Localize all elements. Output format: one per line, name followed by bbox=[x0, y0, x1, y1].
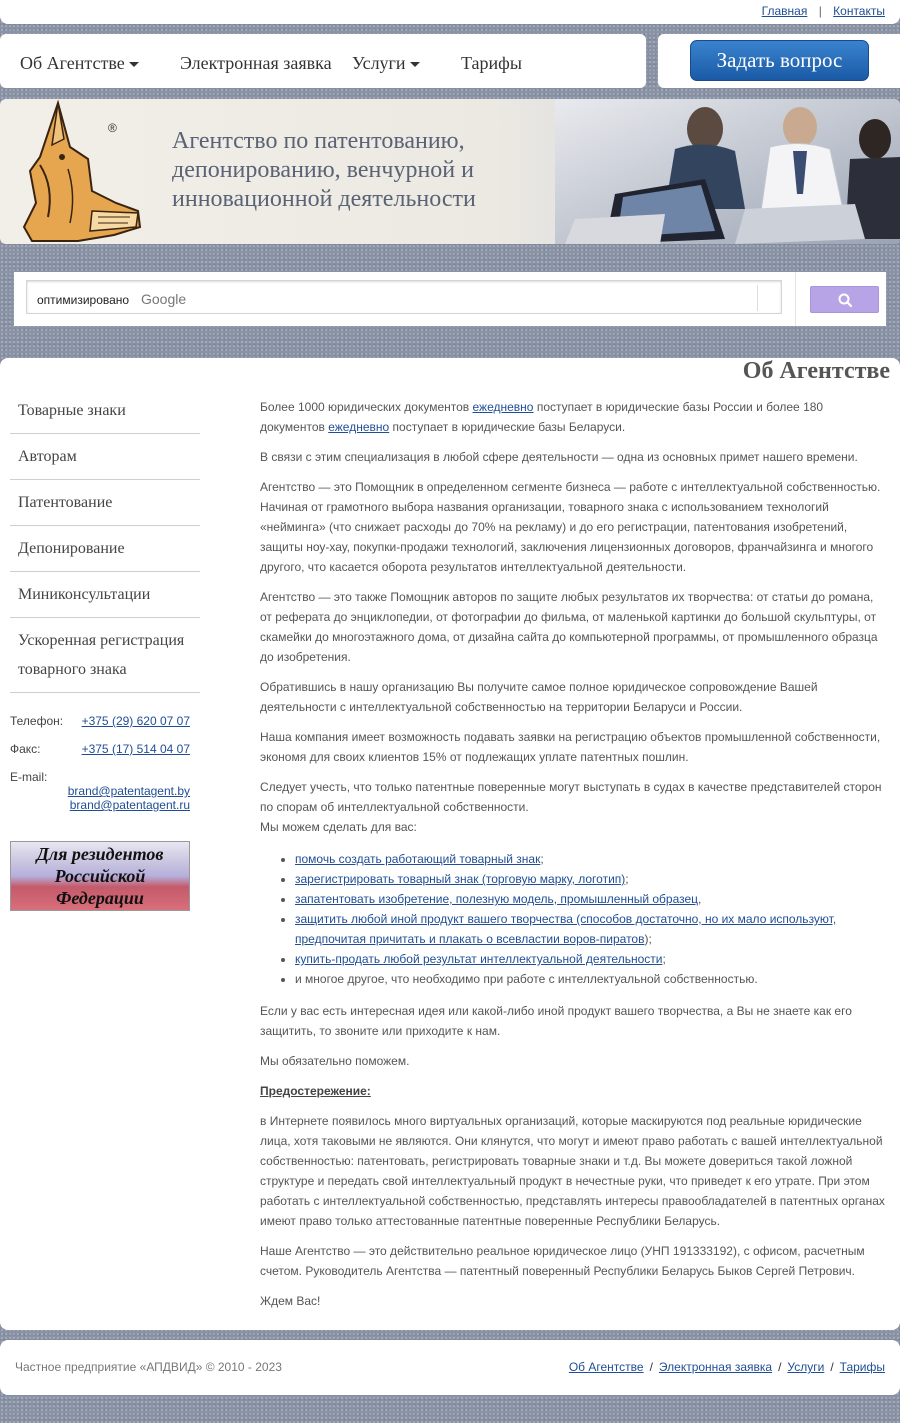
content-area bbox=[0, 358, 900, 1330]
sidebar-menu bbox=[10, 388, 200, 693]
phone-label: Телефон: bbox=[10, 714, 64, 728]
header-banner bbox=[0, 99, 900, 244]
article-paragraph: Следует учесть, что только патентные поверенные могут выступать в судах в качестве представителей сторон по спорам об интеллектуальной собственности. bbox=[260, 780, 882, 814]
article-paragraph: Более 1000 юридических документов ежедневно поступает в юридические базы России и более 180 документов ежедневно поступает в юридические базы Беларуси. bbox=[260, 400, 824, 434]
search-label: оптимизировано bbox=[37, 293, 130, 307]
chevron-down-icon bbox=[410, 62, 420, 67]
rf-banner-line3: Федерации bbox=[56, 888, 144, 908]
google-brand: Google bbox=[141, 291, 187, 307]
article-paragraph: Мы обязательно поможем. bbox=[260, 1054, 410, 1068]
search-panel bbox=[14, 272, 886, 326]
email-link-by[interactable]: brand@patentagent.by bbox=[67, 784, 190, 798]
service-link-patent[interactable]: запатентовать изобретение, полезную модель, промышленный образец bbox=[295, 892, 699, 906]
article-paragraph: Наше Агентство — это действительно реальное юридическое лицо (УНП 191333192), с офисом, расчетным счетом. Руководитель Агентства — патентный поверенный Республики Беларусь Быков Сергей Петрович. bbox=[260, 1244, 865, 1278]
nav-item-label: Об Агентстве bbox=[20, 53, 125, 73]
sidebar-item-deposit[interactable]: Депонирование bbox=[10, 526, 200, 572]
service-link-buy-sell[interactable]: купить-продать любой результат интеллектуальной деятельности bbox=[295, 952, 663, 966]
nav-item-about[interactable] bbox=[20, 53, 139, 74]
email-label: E-mail: bbox=[10, 770, 48, 784]
article-paragraph: Мы можем сделать для вас: bbox=[260, 820, 417, 834]
page-title: Об Агентстве bbox=[742, 358, 890, 384]
copyright: Частное предприятие «АПДВИД» © 2010 - 2023 bbox=[15, 1360, 282, 1374]
top-link-separator: | bbox=[818, 4, 822, 18]
top-link-contacts[interactable]: Контакты bbox=[833, 4, 885, 18]
office-people-photo bbox=[555, 99, 900, 244]
services-list bbox=[295, 849, 886, 989]
article-paragraph: Наша компания имеет возможность подавать заявки на регистрацию объектов промышленной собственности, экономя для своих клиентов 15% от подлежащих уплате патентных пошлин. bbox=[260, 730, 881, 764]
fax-link[interactable]: +375 (17) 514 04 07 bbox=[81, 742, 190, 756]
footer-link-about[interactable]: Об Агентстве bbox=[568, 1360, 644, 1374]
russia-residents-banner[interactable] bbox=[10, 841, 190, 911]
nav-item-label: Тарифы bbox=[461, 53, 522, 73]
article-paragraph: Обратившись в нашу организацию Вы получите самое полное юридическое сопровождение Вашей деятельности с интеллектуальной собственностью на территории Беларуси и России. bbox=[260, 680, 818, 714]
daily-link-1[interactable]: ежедневно bbox=[472, 400, 534, 414]
chevron-down-icon bbox=[129, 62, 139, 67]
registered-mark: ® bbox=[108, 121, 117, 135]
phone-link[interactable]: +375 (29) 620 07 07 bbox=[81, 714, 190, 728]
top-bar bbox=[0, 0, 900, 24]
nav-item-tariffs[interactable] bbox=[461, 53, 522, 74]
article-paragraph: Ждем Вас! bbox=[260, 1294, 321, 1308]
article-body bbox=[260, 397, 886, 1321]
list-item: • помочь создать работающий товарный знак; bbox=[295, 849, 886, 869]
nav-item-label: Электронная заявка bbox=[180, 53, 332, 73]
gnome-logo-icon[interactable] bbox=[18, 99, 143, 244]
article-paragraph: Агентство — это также Помощник авторов по защите любых результатов их творчества: от статьи до романа, от реферата до энциклопедии, от фотографии до фильма, от маленькой картинки до большой скульптуры, от скамейки до многоэтажного дома, от дизайна сайта до компьютерной программы, от промышленного образца до изобретения. bbox=[260, 590, 878, 664]
rf-banner-line2: Российской bbox=[54, 866, 146, 886]
nav-item-e-application[interactable] bbox=[180, 53, 332, 74]
service-link-trademark-register[interactable]: зарегистрировать товарный знак (торговую марку, логотип) bbox=[295, 872, 626, 886]
footer bbox=[0, 1340, 900, 1395]
contacts-block bbox=[10, 714, 190, 810]
article-paragraph: В связи с этим специализация в любой сфере деятельности — одна из основных примет нашего времени. bbox=[260, 450, 858, 464]
article-paragraph: Если у вас есть интересная идея или какой-либо иной продукт вашего творчества, а Вы не знаете как его защитить, то звоните или приходите к нам. bbox=[260, 1004, 852, 1038]
sidebar-item-authors[interactable]: Авторам bbox=[10, 434, 200, 480]
footer-links: Об Агентстве / Электронная заявка / Услуги / Тарифы bbox=[568, 1360, 885, 1374]
footer-link-tariffs[interactable]: Тарифы bbox=[839, 1360, 885, 1374]
email-link-ru[interactable]: brand@patentagent.ru bbox=[69, 798, 190, 812]
fax-label: Факс: bbox=[10, 742, 41, 756]
ask-question-panel bbox=[658, 34, 900, 88]
top-link-home[interactable]: Главная bbox=[761, 4, 808, 18]
list-item: • запатентовать изобретение, полезную модель, промышленный образец, bbox=[295, 889, 886, 909]
warning-title: Предостережение: bbox=[260, 1084, 371, 1098]
article-paragraph: в Интернете появилось много виртуальных организаций, которые маскируются под реальные юридические лица, хотя таковыми не являются. Они клянутся, что могут и имеют право работать с вашей интеллектуальной собственностью: патентовать, регистрировать товарные знаки и т.д. Вы можете довериться такой ложной структуре и передать свой интеллектуальный продукт в нечестные руки, что приведет к его утрате. При этом работать с интеллектуальной собственностью, представлять интересы правообладателей в патентных органах имеют право только аттестованные патентные поверенные Республики Беларусь. bbox=[260, 1114, 885, 1228]
rf-banner-line1: Для резидентов bbox=[36, 844, 164, 864]
sidebar-item-patenting[interactable]: Патентование bbox=[10, 480, 200, 526]
search-clear-area[interactable] bbox=[757, 285, 781, 311]
service-link-trademark-create[interactable]: помочь создать работающий товарный знак bbox=[295, 852, 541, 866]
sidebar-item-miniconsult[interactable]: Миниконсультации bbox=[10, 572, 200, 618]
list-item: • и многое другое, что необходимо при работе с интеллектуальной собственностью. bbox=[295, 969, 886, 989]
daily-link-2[interactable]: ежедневно bbox=[328, 420, 390, 434]
footer-link-services[interactable]: Услуги bbox=[787, 1360, 825, 1374]
banner-title: Агентство по патентованию, депонированию, венчурной и инновационной деятельности bbox=[172, 128, 476, 212]
article-paragraph: Агентство — это Помощник в определенном сегменте бизнеса — работе с интеллектуальной собственностью. Начиная от грамотного выбора названия организации, товарного знака с использованием технологий «нейминга» (что снижает расходы до 70% на рекламу) и до его регистрации, патентования изобретений, защиты ноу-хау, покупки-продажи технологий, заключения лицензионных договоров, франчайзинга и многого другого, что касается оборота результатов интеллектуальной деятельности. bbox=[260, 480, 881, 574]
search-icon bbox=[811, 287, 880, 314]
sidebar-item-trademarks[interactable]: Товарные знаки bbox=[10, 388, 200, 434]
nav-item-label: Услуги bbox=[352, 53, 406, 73]
main-nav bbox=[0, 34, 646, 88]
sidebar-item-fast-trademark[interactable]: Ускоренная регистрация товарного знака bbox=[10, 618, 200, 693]
list-item: • зарегистрировать товарный знак (торговую марку, логотип); bbox=[295, 869, 886, 889]
search-input[interactable] bbox=[26, 280, 782, 314]
list-item: • купить-продать любой результат интеллектуальной деятельности; bbox=[295, 949, 886, 969]
footer-link-e-application[interactable]: Электронная заявка bbox=[658, 1360, 773, 1374]
service-link-protect[interactable]: защитить любой иной продукт вашего творчества (способов достаточно, но их мало используют, предпочитая причитать и плакать о всевластии воров-пиратов bbox=[295, 912, 837, 946]
ask-question-button[interactable]: Задать вопрос bbox=[690, 40, 869, 81]
nav-item-services[interactable] bbox=[352, 53, 420, 74]
search-button[interactable] bbox=[810, 286, 879, 313]
list-item: • защитить любой иной продукт вашего творчества (способов достаточно, но их мало используют, предпочитая причитать и плакать о всевластии воров-пиратов); bbox=[295, 909, 886, 949]
search-divider bbox=[795, 272, 796, 326]
